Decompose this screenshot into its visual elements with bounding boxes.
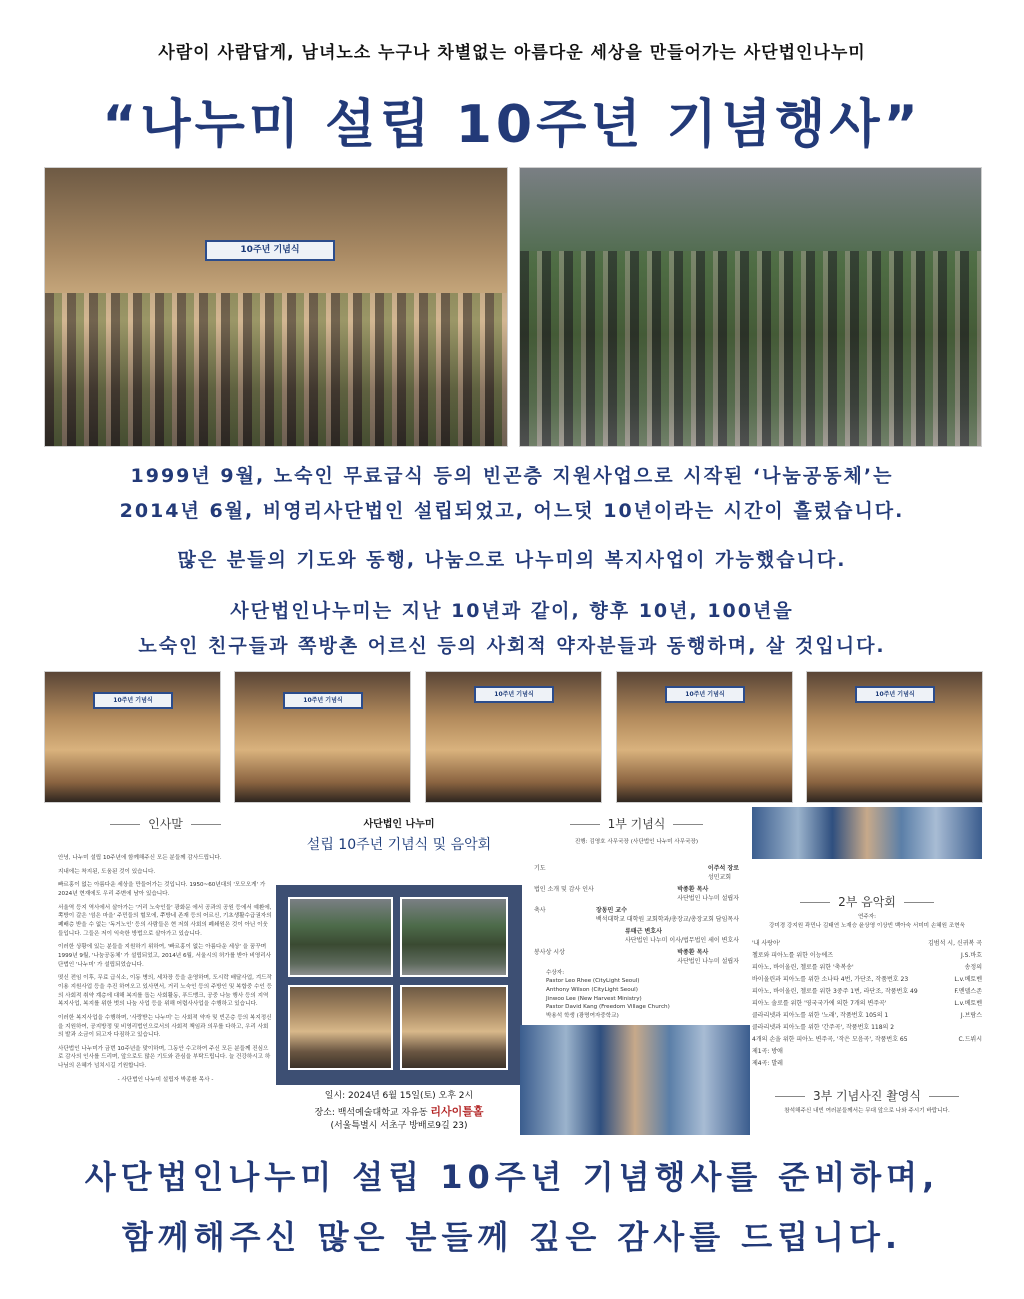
music-row: 제4곡: 발레 (752, 1060, 783, 1067)
program-booklet (44, 815, 982, 1135)
stage-banner: 10주년 기념식 (855, 686, 935, 703)
poster-info (274, 1090, 524, 1134)
program-row: 축사 장동민 교수 백석대학교 대학원 교회학과/총장교/총장교회 담임목사 (534, 906, 739, 923)
part2-items (752, 935, 982, 1070)
music-row: '내 사랑아' 김범석 시, 신귀복 곡 (752, 940, 982, 947)
body-line-2: 2014년 6월, 비영리사단법인 설립되었고, 어느덧 10년이라는 시간이 흘렀습니다. (119, 500, 905, 522)
part2-title: 2부 음악회 (752, 893, 982, 910)
music-row: 바이올린과 피아노를 위한 소나타 4번, 가단조, 작품번호 23 L.v.베토벤 (752, 976, 982, 983)
body-line-4: 사단법인나누미는 지난 10년과 같이, 향후 10년, 100년을 (230, 600, 794, 622)
body-line-5: 노숙인 친구들과 쪽방촌 어르신 등의 사회적 약자분들과 동행하며, 살 것입니다. (138, 635, 886, 657)
music-row: 피아노, 바이올린, 첼로를 위한 '축복송' 송정의 (752, 964, 982, 971)
closing-line-1: 사단법인나누미 설립 10주년 기념행사를 준비하며, (84, 1158, 940, 1196)
event-date: 일시: 2024년 6월 15일(토) 오후 2시 (324, 1091, 474, 1101)
painting-bottom (520, 1025, 750, 1135)
body-line-3: 많은 분들의 기도와 동행, 나눔으로 나누미의 복지사업이 가능했습니다. (177, 549, 847, 571)
body-line-1: 1999년 9월, 노숙인 무료급식 등의 빈곤층 지원사업으로 시작된 ‘나눔공동체’는 (130, 465, 894, 487)
group-photo-indoor (44, 167, 508, 447)
greeting-title: 인사말 (58, 815, 273, 832)
greeting-signature: - 사단법인 나누미 설립자 박종환 목사 - (117, 1076, 214, 1083)
venue-hall: 리사이틀홀 (430, 1104, 484, 1118)
stage-photo-speech (44, 671, 221, 803)
stage-photo-speaker (234, 671, 411, 803)
program-row: 봉사상 시상 박종환 목사 사단법인 나누미 설립자 (534, 948, 739, 965)
stage-banner: 10주년 기념식 (665, 686, 745, 703)
part1-rows (534, 863, 739, 965)
page-title: “나누미 설립 10주년 기념행사” (102, 95, 922, 155)
part1-title: 1부 기념식 (534, 815, 739, 832)
painting-top (752, 807, 982, 859)
stage-photo-award (425, 671, 602, 803)
poster-section (274, 815, 524, 1131)
part3-note: 참석해주신 내빈 여러분들께서는 무대 앞으로 나와 주시기 바랍니다. (784, 1108, 950, 1114)
stage-banner: 10주년 기념식 (283, 692, 363, 709)
part1-host: 진행: 김영호 사무국장 (사단법인 나누미 사무국장) (574, 839, 699, 845)
music-row: 4개의 손을 위한 피아노 변주곡, '작은 모음곡', 작품번호 65 C.드뷔시 (752, 1036, 982, 1043)
music-row: 제1곡: 방애 (752, 1048, 783, 1055)
program-row: 기도 이주석 장로 성민교회 (534, 864, 739, 881)
greeting-text: 안녕, 나누미 설립 10주년에 함께해주신 모든 분들께 감사드립니다. 지내에는 착지된, 도움된 것이 있습니다. 빠르홍이 없는 아름다운 세상을 만들어가는 것입니다. 1950~60년대의 '모모오게' 가 2024년 현재에도 우리 주변에 남아 있습니다. 서울역 등지 역사에서 살아가는 '거리 노숙인들' 광화문 에서 공과의 공원 등에서 예환에, 쪽방이 갈은 '섬은 마을' 주민들의 헐모에, 쭈방네 존재 등의 어르신, 기초생활수급권자의 폐배층 받을 수 없는 '독거노인' 등의 사람들은 현 저희 사회의 폐쇄원은 것이 아닌 이웃들입니다. 그들은 저이 익숙한 방법으로 살아가고 있습니다. 이러한 상황에 있는 분들을 지원하기 위하여, '빠르홍이 없는 아름다운 세상' 을 꿈꾸며 1999년 9월, '나눔공동체' 가 설립되었고, 2014년 6월, 서울시의 허가를 받아 비영리사단법인 '나누미' 가 설립되었습니다. 떳신 전임 이후, 무료 급식소, 이동 병의, 세차장 등을 운영하며, 도시락 배달사업, 겨드작이용 지원사업 등을 추진 하여오고 있사면서, 거리 노숙인 등의 주방인 및 복합중 수인 등의 사회적 취약 계층에 대해 복지를 돕는 사회활동, 푸드뱅크, 공중 나눔 행사 등의 지역 복지사업, 복지를 위한 벗의 나눔 사업 등을 위해 어렵사사업을 수행하고 있습니다. 이러한 복지사업을 수행하며, '사랑받는 나누미' 는 사회적 약자 및 빈곤층 등의 복지정신을 지원하여, 공지방정 및 비영리법인으로서의 사회적 책임과 의무를 다하고, 우리 사회의 발과 소금이 되고자 다짐하고 있습니다. 사단법인 나누미가 금번 10주년을 맞이하며, 그동안 수고하여 주신 모든 분들께 진심으로 감사의 인사를 드리며, 앞으로도 많은 기도와 관심을 부탁드립니다. 늘 건강하시고 하나님의 은혜가 넘치시길 기원합니다. - 사단법인 나누미 설립자 박종환 목사 - (58, 855, 273, 1083)
photo-collage (276, 885, 522, 1085)
part1-section (534, 815, 739, 1021)
awards-list: 수상자: Pastor Leo Rhee (CityLight Seoul) Anthony Wilson (CityLight Seoul) Jinwoo Lee (New Harvest Ministry) Pastor David Kang (Freedom Village Church) 박용석 학생 (광명여자중학교) (546, 969, 670, 1019)
tagline: 사람이 사람답게, 남녀노소 누구나 차별없는 아름다운 세상을 만들어가는 사단법인나누미 (158, 43, 866, 63)
collage-photo (400, 985, 508, 1070)
stage-photo-performers (806, 671, 983, 803)
program-row: 류태근 변호사 사단법인 나누미 이사/법무법인 세이 변호사 (625, 927, 739, 944)
stage-photo-trio (616, 671, 793, 803)
collage-photo (400, 897, 508, 977)
closing-line-2: 함께해주신 많은 분들께 깊은 감사를 드립니다. (121, 1218, 903, 1256)
poster-org: 사단법인 나누미 (363, 819, 435, 830)
music-row: 첼로와 피아노를 위한 이능에즈 J.S.바흐 (752, 952, 982, 959)
program-row: 법인 소개 및 감사 인사 박종환 목사 사단법인 나누미 설립자 (534, 885, 739, 902)
venue-label: 장소: 백석예술대학교 자유동 (314, 1107, 428, 1118)
music-row: 피아노 솔로를 위한 '영국국가에 의한 7개의 변주곡' L.v.베토벤 (752, 1000, 982, 1007)
group-photo-outdoor (519, 167, 982, 447)
stage-banner: 10주년 기념식 (474, 686, 554, 703)
event-banner: 10주년 기념식 (205, 240, 335, 261)
music-row: 클라리넷과 피아노를 위한 '간주곡', 작품번호 118의 2 (752, 1024, 895, 1031)
poster-title: 설립 10주년 기념식 및 음악회 (306, 837, 492, 853)
music-row: 클라리넷과 피아노를 위한 '노래', 작품번호 105의 1 J.브람스 (752, 1012, 982, 1019)
music-row: 피아노, 바이올린, 첼로를 위한 3중주 1번, 라단조, 작품번호 49 F.멘델스존 (752, 988, 982, 995)
collage-photo (288, 985, 393, 1070)
crowd-indoor (45, 293, 507, 446)
part3-title: 3부 기념사진 촬영식 (752, 1087, 982, 1104)
stage-banner: 10주년 기념식 (93, 692, 173, 709)
greeting-section (58, 815, 273, 1089)
collage-photo (288, 897, 393, 977)
venue-address: (서울특별시 서초구 방배로9길 23) (330, 1121, 468, 1131)
crowd-outdoor (520, 251, 981, 446)
performers: 연주자: 강미경 강지원 곽민나 김태연 노재승 윤상영 이상빈 백아숙 서미미 손혜원 조현욱 (768, 914, 966, 929)
